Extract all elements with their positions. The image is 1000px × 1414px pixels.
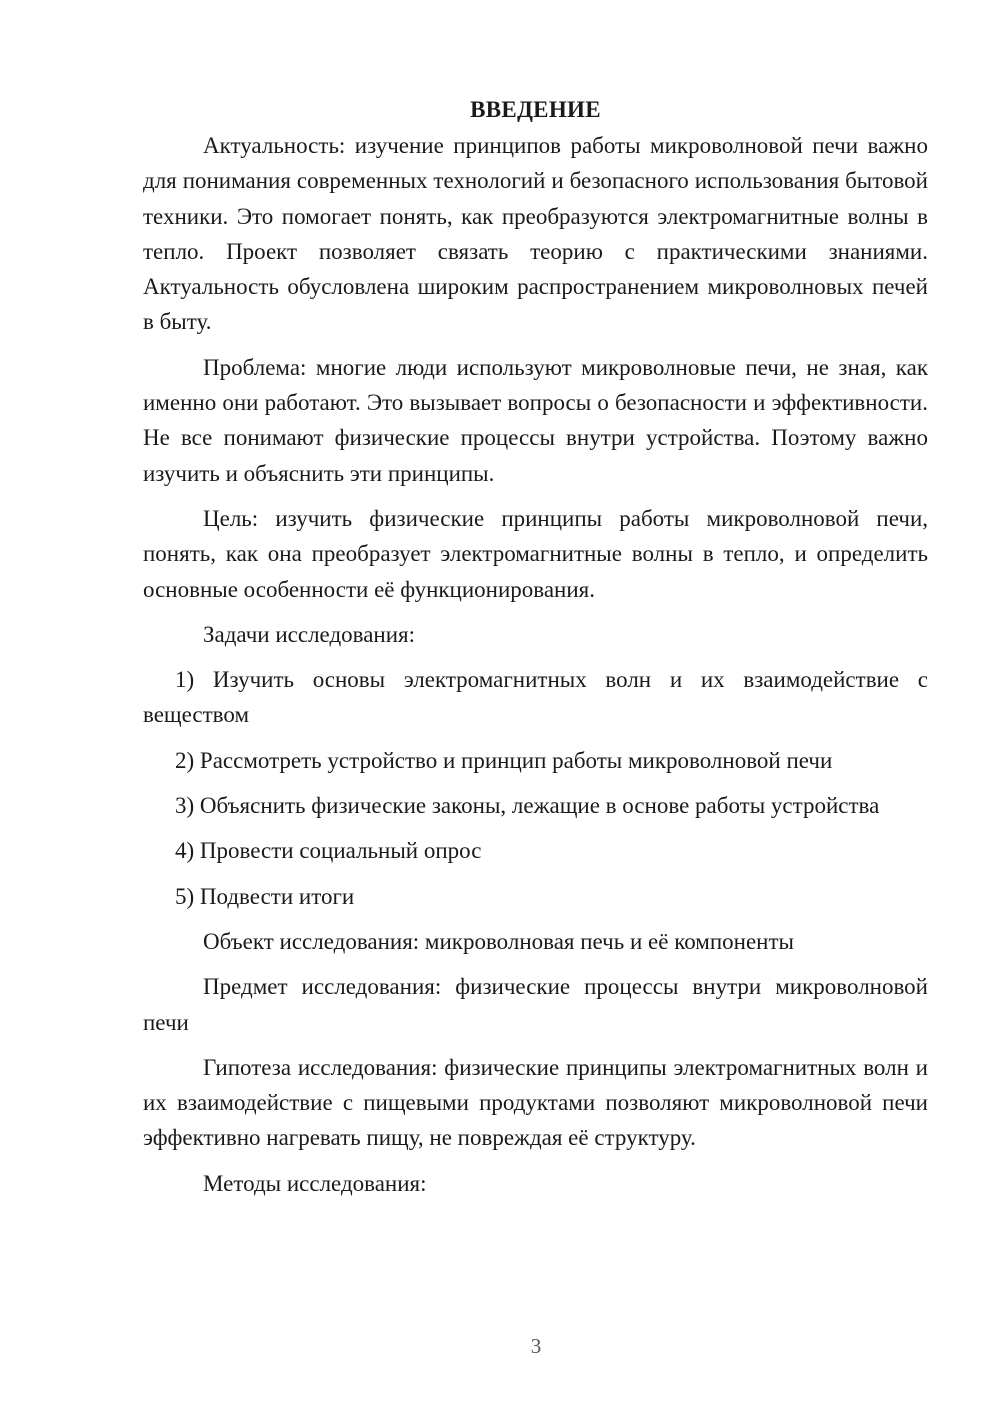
problem-paragraph: Проблема: многие люди используют микроволновые печи, не зная, как именно они работают. Это вызывает вопросы о безопасности и эффективности. Не все понимают физические процессы внутри устройства. Поэтому важно изучить и объяснить эти принципы. bbox=[143, 354, 928, 486]
hypothesis-paragraph: Гипотеза исследования: физические принципы электромагнитных волн и их взаимодействие с пищевыми продуктами позволяют микроволновой печи эффективно нагревать пищу, не повреждая её структуру. bbox=[143, 1054, 928, 1151]
section-heading: ВВЕДЕНИЕ bbox=[470, 97, 601, 122]
task-item: 4) Провести социальный опрос bbox=[175, 838, 482, 864]
object-paragraph: Объект исследования: микроволновая печь и её компоненты bbox=[203, 928, 794, 954]
goal-paragraph: Цель: изучить физические принципы работы микроволновой печи, понять, как она преобразует электромагнитные волны в тепло, и определить основные особенности её функционирования. bbox=[143, 505, 928, 602]
page-number: 3 bbox=[530, 1334, 542, 1358]
task-item: 2) Рассмотреть устройство и принцип работы микроволновой печи bbox=[175, 747, 833, 773]
page-content bbox=[143, 92, 928, 1201]
tasks-title: Задачи исследования: bbox=[203, 621, 416, 647]
relevance-paragraph: Актуальность: изучение принципов работы микроволновой печи важно для понимания современных технологий и безопасного использования бытовой техники. Это помогает понять, как преобразуются электромагнитные волны в тепло. Проект позволяет связать теорию с практическими знаниями. Актуальность обусловлена широким распространением микроволновых печей в быту. bbox=[143, 133, 928, 335]
task-item: 1) Изучить основы электромагнитных волн и их взаимодействие с веществом bbox=[143, 667, 928, 728]
subject-paragraph: Предмет исследования: физические процессы внутри микроволновой печи bbox=[143, 974, 928, 1035]
task-item: 3) Объяснить физические законы, лежащие в основе работы устройства bbox=[175, 793, 880, 819]
methods-title: Методы исследования: bbox=[203, 1170, 427, 1196]
task-item: 5) Подвести итоги bbox=[175, 883, 355, 909]
